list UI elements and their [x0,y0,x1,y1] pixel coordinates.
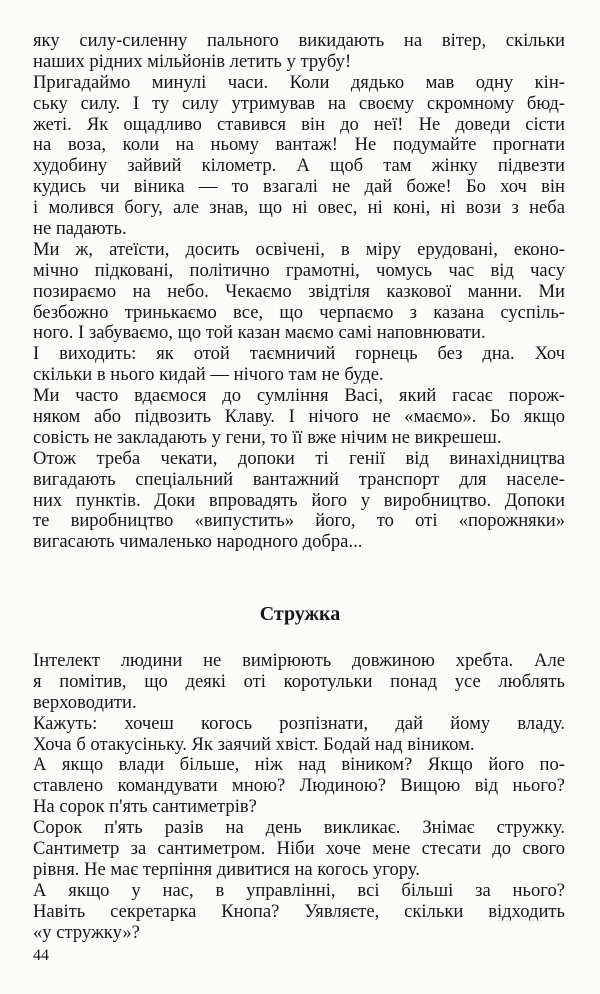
section-heading: Стружка [259,603,341,625]
text-line: те виробництво «випустить» його, то оті «порожняки» [33,510,565,532]
text-line: Навіть секретарка Кнопа? Уявляєте, скільки відходить [33,900,565,922]
bottom-text-block [33,651,565,943]
text-line: них пунктів. Доки впровадять його у виробництво. Допоки [33,489,565,511]
text-line: Ми ж, атеїсти, досить освічені, в міру ерудовані, еконо- [33,238,565,260]
text-line: ську силу. І ту силу утримував на своєму скромному бюд- [33,92,565,114]
text-line: худобину зайвий кілометр. А щоб там жінку підвезти [33,155,565,177]
text-line: вигасають чималенько народного добра... [33,531,363,553]
text-line: яку силу-силенну пального викидають на вітер, скільки [33,30,565,51]
top-text-block [33,31,565,553]
text-line: мічно підковані, політично грамотні, чомусь час від часу [33,259,565,281]
text-line: наших рідних мільйонів летить у трубу! [33,50,352,72]
text-line: совість не закладають у гени, то її вже нічим не викрешеш. [33,426,502,448]
text-line: вигадають спеціальний вантажний транспорт для населе- [33,468,565,490]
text-line: «у стружку»? [33,921,140,943]
text-line: Ми часто вдаємося до сумління Васі, який гасає порож- [33,385,565,407]
text-line: позираємо на небо. Чекаємо звідтіля казкової манни. Ми [33,280,565,302]
text-line: ставлено командувати мною? Людиною? Вищою від нього? [33,775,565,797]
text-line: А якщо влади більше, ніж над віником? Якщо його по- [33,754,565,776]
text-line: рівня. Не має терпіння дивитися на когось угору. [33,858,420,880]
text-line: жеті. Як ощадливо ставився він до неї! Не доведи сісти [33,113,565,135]
text-line: А якщо у нас, в управлінні, всі більші за нього? [33,879,565,901]
page-number: 44 [33,947,49,964]
text-line: і молився богу, але знав, що ні овес, ні коні, ні вози з неба [33,197,565,219]
text-line: скільки в нього кидай — нічого там не буде. [33,364,384,386]
text-line: І виходить: як отой таємничий горнець без дна. Хоч [33,343,565,365]
text-line: Пригадаймо минулі часи. Коли дядько мав одну кін- [33,71,565,93]
text-line: На сорок п'ять сантиметрів? [33,796,257,818]
text-line: безбожно тринькаємо все, що черпаємо з казана суспіль- [33,301,565,323]
text-line: Кажуть: хочеш когось розпізнати, дай йому владу. [33,712,565,734]
text-line: я помітив, що деякі оті коротульки понад усе люблять [33,670,565,692]
text-line: не падають. [33,218,127,240]
text-line: Сорок п'ять разів на день викликає. Знімає стружку. [33,817,565,839]
text-line: ного. І забуваємо, що той казан маємо самі наповнювати. [33,322,486,344]
text-line: Отож треба чекати, допоки ті генії від винахідництва [33,447,565,469]
text-line: на воза, коли на ньому вантаж! Не подумайте прогнати [33,134,565,156]
text-line: няком або підвозить Клаву. І нічого не «маємо». Бо якщо [33,406,565,428]
text-line: Сантиметр за сантиметром. Ніби хоче мене стесати до свого [33,838,565,860]
text-line: Хоча б отакусіньку. Як заячий хвіст. Бодай над віником. [33,733,475,755]
text-line: верховодити. [33,691,137,713]
text-line: кудись чи віника — то взагалі не дай боже! Бо хоч він [33,176,565,198]
text-line: Інтелект людини не вимірюють довжиною хребта. Але [33,650,565,671]
